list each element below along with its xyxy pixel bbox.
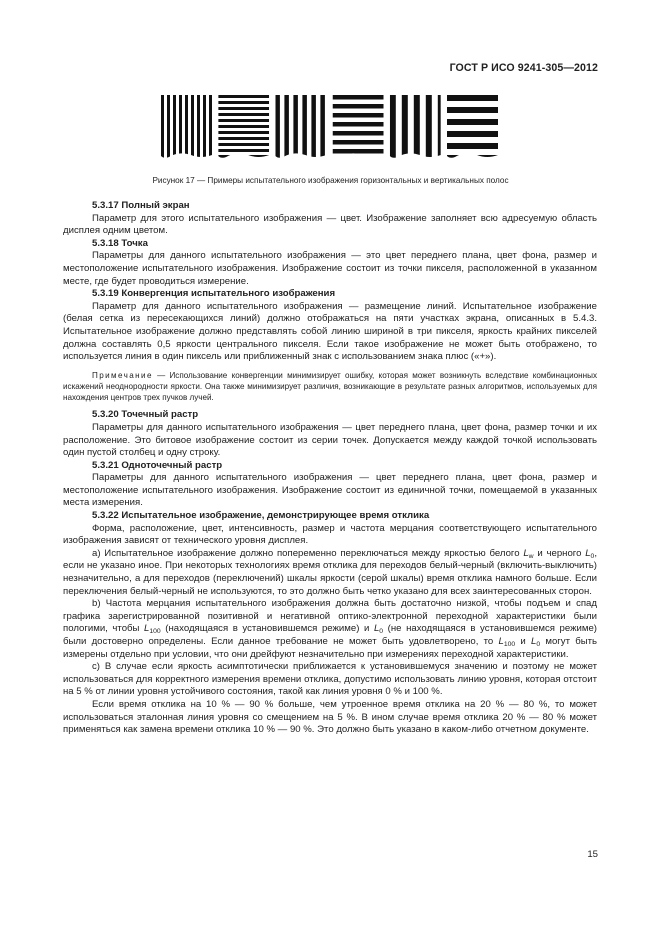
stripe-panel-vertical-fine [161,95,212,159]
stripe-panel-horizontal-medium [333,95,384,161]
paragraph-5-3-18: Параметры для данного испытательного изображения — это цвет переднего плана, цвет фона, размер и местоположение испытательного изображения. Изображение состоит из точки пикселя, расположенной в указанном месте, где будет проводиться измерение. [63,250,597,287]
page-number: 15 [587,849,598,860]
note-5-3-19: Примечание — Использование конвергенции минимизирует ошибку, которая может возникнуть вследствие комбинационных искажений неоднородности яркости. Она также минимизирует различия, возникающие в результате разных алгоритмов, используемых для нахождения центров трех пучков лучей. [63,370,597,403]
document-header: ГОСТ Р ИСО 9241-305—2012 [449,62,598,74]
stripe-pattern-figure [161,95,498,161]
stripe-panel-horizontal-coarse [447,95,498,161]
paragraph-5-3-17: Параметр для этого испытательного изображения — цвет. Изображение заполняет всю адресуемую область дисплея одним цветом. [63,212,597,237]
section-heading-5-3-21: 5.3.21 Одноточечный растр [92,459,223,471]
stripe-panel-vertical-coarse [390,95,444,159]
list-item-a: а) Испытательное изображение должно попеременно переключаться между яркостью белого $L_w$ и черного $L_0$, если не указано иное. При некоторых технологиях время отклика для переходов белый-черный (включить-выключить) незначительно, а для переходов (переключений) шкалы яркости (серой шкалы) время отклика намного больше. Если переключения белый-черный не используются, то это должно быть четко указано для всех заинтересованных сторон. [63,547,597,597]
document-body [63,200,597,737]
section-heading-5-3-19: 5.3.19 Конвергенция испытательного изображения [92,288,336,300]
stripe-panel-horizontal-fine [218,95,269,159]
paragraph-5-3-20: Параметры для данного испытательного изображения — цвет переднего плана, цвет фона, размер точки и их расположение. Это битовое изображение состоит из серии точек. Допускается между каждой точкой использовать один пустой столбец и одну строку. [63,421,597,459]
section-heading-5-3-18: 5.3.18 Точка [92,237,148,249]
figure-caption: Рисунок 17 — Примеры испытательного изображения горизонтальных и вертикальных полос [152,176,509,185]
section-heading-5-3-20: 5.3.20 Точечный растр [92,409,199,421]
list-item-b: b) Частота мерцания испытательного изображения должна быть достаточно низкой, чтобы подъем и спад графика зарегистрированной позитивной и негативной оптико-электронной переходной характеристики были пологими, чтобы $L_{100}$ (находящаяся в установившемся режиме) и $L_0$ (не находящаяся в установившемся режиме) были достоверно определены. Если данное требование не может быть удовлетворено, то $L_{100}$ и $L_0$ могут быть измерены отдельно при условии, что они дрейфуют незначительно при измерениях переходной характеристики. [63,598,597,660]
section-heading-5-3-22: 5.3.22 Испытательное изображение, демонстрирующее время отклика [92,510,430,522]
paragraph-5-3-22-intro: Форма, расположение, цвет, интенсивность, размер и частота мерцания соответствующего испытательного изображения зависят от технического уровня дисплея. [63,522,597,547]
note-label: Примечание [92,370,153,380]
paragraph-5-3-21: Параметры для данного испытательного изображения — цвет переднего плана, цвет фона, размер и местоположение испытательного изображения. Изображение состоит из единичной точки, помещаемой в указанных места измерения. [63,472,597,509]
stripe-panel-vertical-medium [275,95,326,159]
list-item-c: c) В случае если яркость асимптотически приближается к установившемуся значению и поэтому не может использоваться для корректного измерения времени отклика, допустимо использовать линию уровня, которая отстоит на 5 % от линии уровня устойчивого состояния, такой как линия уровня 0 % и 100 %. [63,661,597,698]
paragraph-5-3-19: Параметр для данного испытательного изображения — размещение линий. Испытательное изображение (белая сетка из пересекающихся линий) должно отображаться на пяти участках экрана, описанных в 5.4.3. Испытательное изображение должно представлять собой линию шириной в три пикселя, яркость крайних пикселей должна составлять 0,5 яркости центрального пикселя. Если такое изображение не может быть отображено, то используется линия в один пиксель или приближенный знак с использованием знака плюс («+»). [63,300,597,363]
paragraph-5-3-22-final: Если время отклика на 10 % — 90 % больше, чем утроенное время отклика на 20 % — 80 %, то может использоваться эталонная линия уровня со смещением на 5 %. В ином случае время отклика 20 % — 80 % может применяться как замена времени отклика 10 % — 90 %. Это должно быть указано в каком-либо отчетном документе. [63,698,597,736]
section-heading-5-3-17: 5.3.17 Полный экран [92,200,190,211]
